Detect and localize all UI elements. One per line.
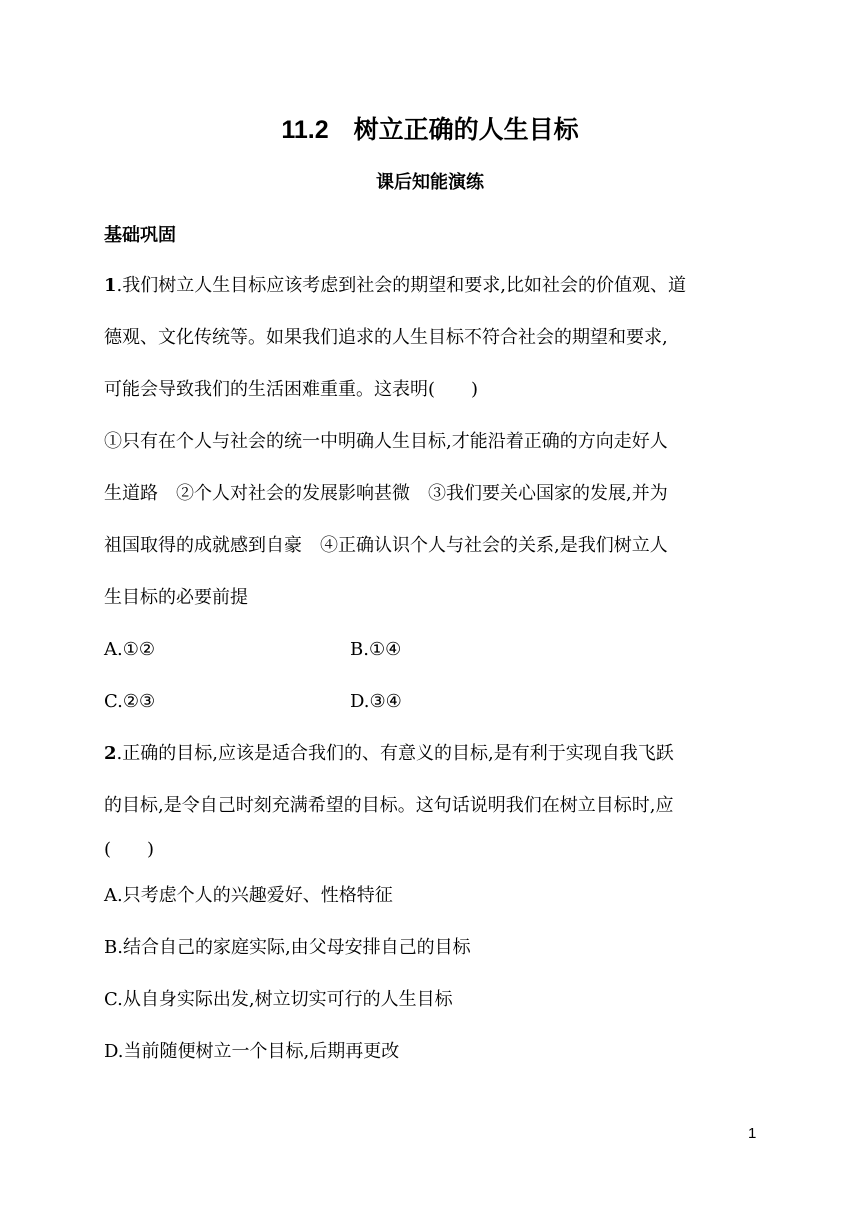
q2-stem-line-1: .正确的目标,应该是适合我们的、有意义的目标,是有利于实现自我飞跃 [116, 743, 674, 764]
q1-option-b: B.①④ [350, 639, 402, 660]
q1-statement-line-3: 祖国取得的成就感到自豪 ④正确认识个人与社会的关系,是我们树立人 [104, 535, 668, 556]
q1-number: 1 [104, 275, 117, 296]
page-subtitle: 课后知能演练 [376, 172, 484, 193]
q1-stem-line-3: 可能会导致我们的生活困难重重。这表明( ) [104, 379, 479, 400]
title-number: 11.2 [281, 116, 329, 144]
q2-option-b: B.结合自己的家庭实际,由父母安排自己的目标 [104, 937, 471, 958]
q1-option-a: A.①② [104, 639, 155, 660]
q2-option-c: C.从自身实际出发,树立切实可行的人生目标 [104, 989, 453, 1010]
q2-option-a: A.只考虑个人的兴趣爱好、性格特征 [104, 885, 393, 906]
section-heading: 基础巩固 [104, 225, 176, 246]
q1-option-d: D.③④ [350, 691, 402, 712]
q2-stem-line-2: 的目标,是令自己时刻充满希望的目标。这句话说明我们在树立目标时,应 [104, 795, 674, 816]
q1-statement-line-4: 生目标的必要前提 [104, 587, 248, 608]
q2-option-d: D.当前随便树立一个目标,后期再更改 [104, 1041, 400, 1062]
title-text: 树立正确的人生目标 [353, 115, 579, 144]
page-number: 1 [748, 1125, 757, 1142]
q2-number: 2 [104, 743, 117, 764]
q2-line-1 [104, 740, 674, 768]
q2-stem-line-3: ( ) [104, 839, 155, 860]
q1-stem-line-1: .我们树立人生目标应该考虑到社会的期望和要求,比如社会的价值观、道 [116, 275, 686, 296]
q1-statement-line-1: ①只有在个人与社会的统一中明确人生目标,才能沿着正确的方向走好人 [104, 431, 668, 452]
q1-statement-line-2: 生道路 ②个人对社会的发展影响甚微 ③我们要关心国家的发展,并为 [104, 483, 668, 504]
q1-option-c: C.②③ [104, 691, 156, 712]
page-title [0, 112, 860, 148]
q1-stem-line-2: 德观、文化传统等。如果我们追求的人生目标不符合社会的期望和要求, [104, 327, 668, 348]
q1-line-1 [104, 272, 686, 300]
